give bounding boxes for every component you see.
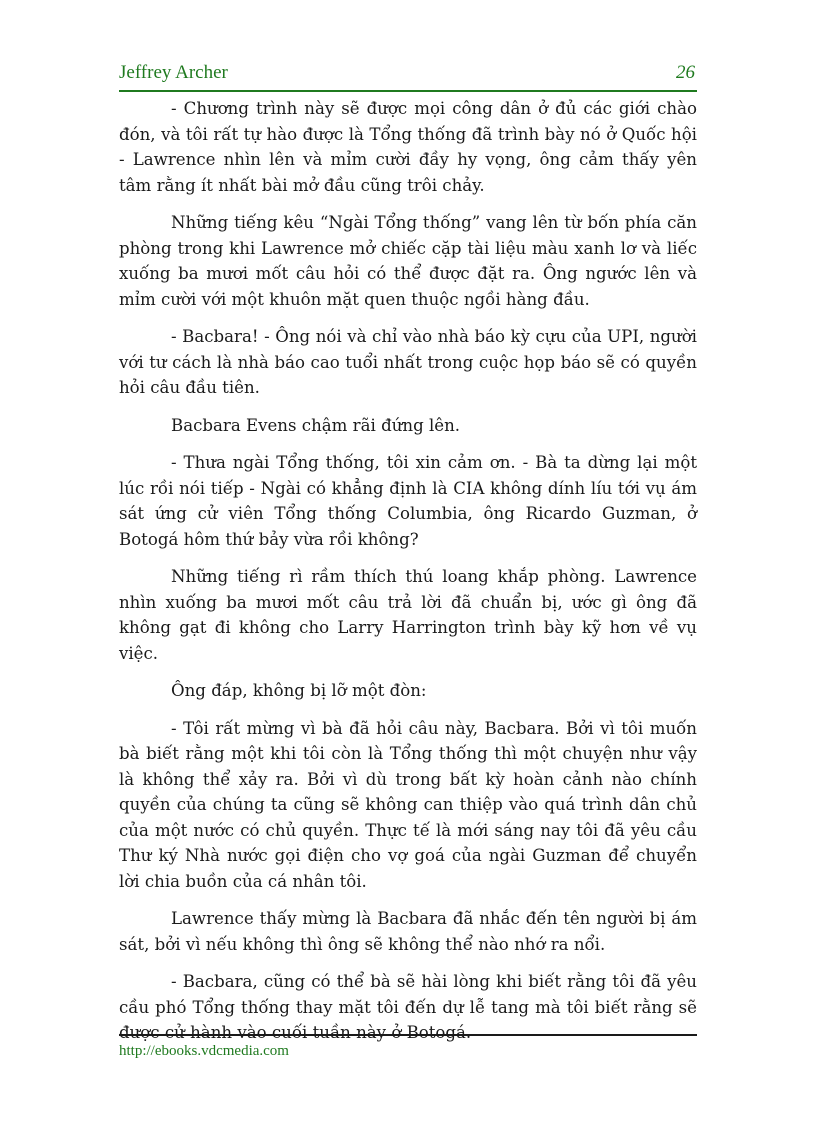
page-number: 26	[676, 62, 695, 83]
book-author: Jeffrey Archer	[119, 62, 228, 83]
paragraph: Những tiếng rì rầm thích thú loang khắp phòng. Lawrence nhìn xuống ba mươi mốt câu trả lời đã chuẩn bị, ước gì ông đã không gạt đi không cho Larry Harrington trình bày kỹ hơn về vụ việc.	[119, 567, 697, 663]
paragraph: - Thưa ngài Tổng thống, tôi xin cảm ơn. - Bà ta dừng lại một lúc rồi nói tiếp - Ngài có khẳng định là CIA không dính líu tới vụ ám sát ứng cử viên Tổng thống Columbia, ông Ricardo Guzman, ở Botogá hôm thứ bảy vừa rồi không?	[119, 453, 697, 549]
paragraph: - Bacbara, cũng có thể bà sẽ hài lòng khi biết rằng tôi đã yêu cầu phó Tổng thống thay mặt tôi đến dự lễ tang mà tôi biết rằng sẽ được cử hành vào cuối tuần này ở Botogá.	[119, 972, 697, 1042]
footer-divider	[119, 1034, 697, 1036]
footer-link[interactable]: http://ebooks.vdcmedia.com	[119, 1043, 289, 1059]
paragraph: - Tôi rất mừng vì bà đã hỏi câu này, Bacbara. Bởi vì tôi muốn bà biết rằng một khi tôi còn là Tổng thống thì một chuyện như vậy là không thể xảy ra. Bởi vì dù trong bất kỳ hoàn cảnh nào chính quyền của chúng ta cũng sẽ không can thiệp vào quá trình dân chủ của một nước có chủ quyền. Thực tế là mới sáng nay tôi đã yêu cầu Thư ký Nhà nước gọi điện cho vợ goá của ngài Guzman để chuyển lời chia buồn của cá nhân tôi.	[119, 718, 697, 891]
paragraph: Lawrence thấy mừng là Bacbara đã nhắc đến tên người bị ám sát, bởi vì nếu không thì ông sẽ không thể nào nhớ ra nổi.	[119, 909, 697, 954]
page-header	[119, 60, 697, 92]
paragraph: - Chương trình này sẽ được mọi công dân ở đủ các giới chào đón, và tôi rất tự hào được là Tổng thống đã trình bày nó ở Quốc hội - Lawrence nhìn lên và mỉm cười đầy hy vọng, ông cảm thấy yên tâm rằng ít nhất bài mở đầu cũng trôi chảy.	[119, 99, 697, 195]
paragraph: Ông đáp, không bị lỡ một đòn:	[171, 681, 427, 700]
page-body	[119, 96, 697, 1058]
paragraph: Những tiếng kêu “Ngài Tổng thống” vang lên từ bốn phía căn phòng trong khi Lawrence mở chiếc cặp tài liệu màu xanh lơ và liếc xuống ba mươi mốt câu hỏi có thể được đặt ra. Ông ngước lên và mỉm cười với một khuôn mặt quen thuộc ngồi hàng đầu.	[119, 213, 697, 309]
paragraph: - Bacbara! - Ông nói và chỉ vào nhà báo kỳ cựu của UPI, người với tư cách là nhà báo cao tuổi nhất trong cuộc họp báo sẽ có quyền hỏi câu đầu tiên.	[119, 327, 697, 397]
paragraph: Bacbara Evens chậm rãi đứng lên.	[171, 415, 461, 435]
